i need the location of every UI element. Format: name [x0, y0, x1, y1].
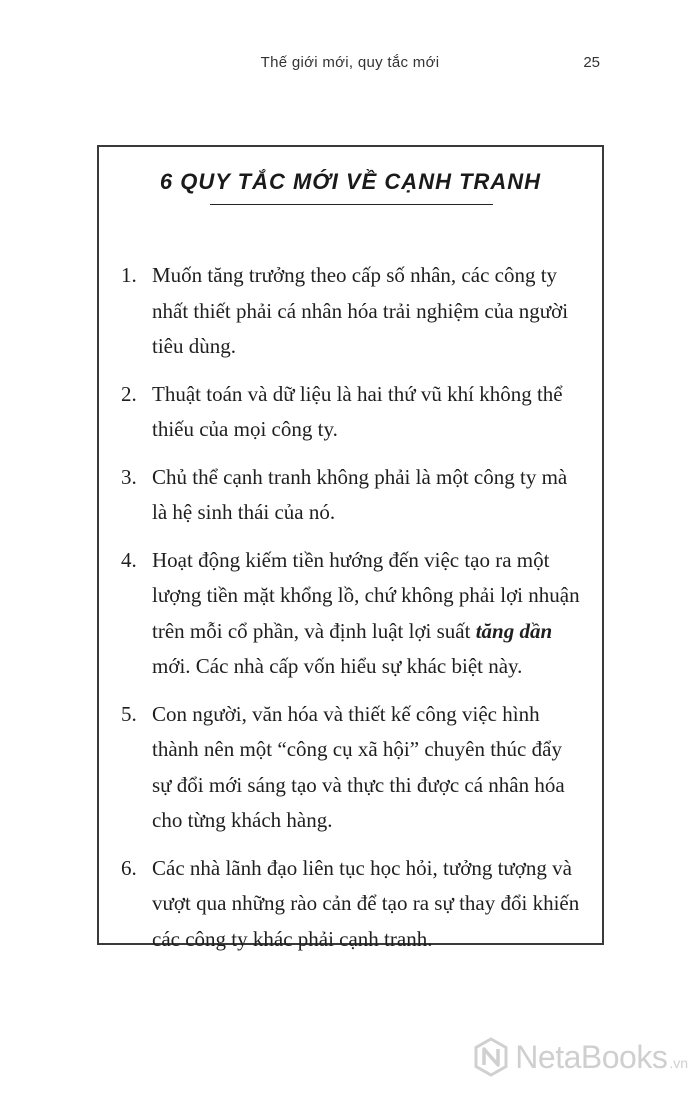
rule-item-4 [121, 543, 586, 685]
rule-number: 6. [121, 855, 137, 880]
running-title: Thế giới mới, quy tắc mới [260, 54, 440, 71]
rule-text-part: mới. Các nhà cấp vốn hiểu sự khác biệt này. [152, 654, 523, 678]
rule-text-part: Hoạt động kiếm tiền hướng đến việc tạo ra một lượng tiền mặt khổng lồ, chứ không phải lợi nhuận trên mỗi cổ phần, và định luật lợi suất [152, 547, 580, 643]
rule-text: Muốn tăng trưởng theo cấp số nhân, các công ty nhất thiết phải cá nhân hóa trải nghiệm của người tiêu dùng. [152, 263, 569, 358]
rule-text: Các nhà lãnh đạo liên tục học hỏi, tưởng tượng và vượt qua những rào cản để tạo ra sự thay đổi khiến các công ty khác phải cạnh tranh. [152, 855, 580, 951]
box-title: 6 QUY TẮC MỚI VỀ CẠNH TRANH [159, 169, 542, 194]
rules-list [121, 258, 586, 969]
rule-text: Thuật toán và dữ liệu là hai thứ vũ khí không thể thiếu của mọi công ty. [152, 381, 563, 441]
watermark-brand: NetaBooks [515, 1038, 668, 1075]
page-number: 25 [583, 54, 600, 71]
title-underline [210, 204, 493, 205]
rule-text: Con người, văn hóa và thiết kế công việc hình thành nên một “công cụ xã hội” chuyên thúc đẩy sự đổi mới sáng tạo và thực thi được cá nhân hóa cho từng khách hàng. [152, 701, 565, 832]
netabooks-logo-icon [473, 1037, 509, 1077]
rule-emphasis: tăng dần [475, 618, 553, 643]
rule-number: 2. [121, 381, 137, 406]
rule-number: 4. [121, 547, 137, 572]
rule-item-6 [121, 851, 586, 958]
running-header [0, 52, 700, 78]
rule-number: 5. [121, 701, 137, 726]
rule-item-2 [121, 377, 586, 448]
rule-number: 3. [121, 464, 137, 489]
watermark-domain: .vn [669, 1055, 688, 1071]
rule-item-1 [121, 258, 586, 365]
rule-text: Chủ thể cạnh tranh không phải là một công ty mà là hệ sinh thái của nó. [152, 464, 568, 524]
rule-text [152, 548, 580, 679]
watermark [473, 1037, 688, 1077]
rules-box [97, 145, 604, 951]
rule-number: 1. [121, 263, 137, 287]
rule-item-3 [121, 460, 586, 531]
rule-item-5 [121, 697, 586, 839]
